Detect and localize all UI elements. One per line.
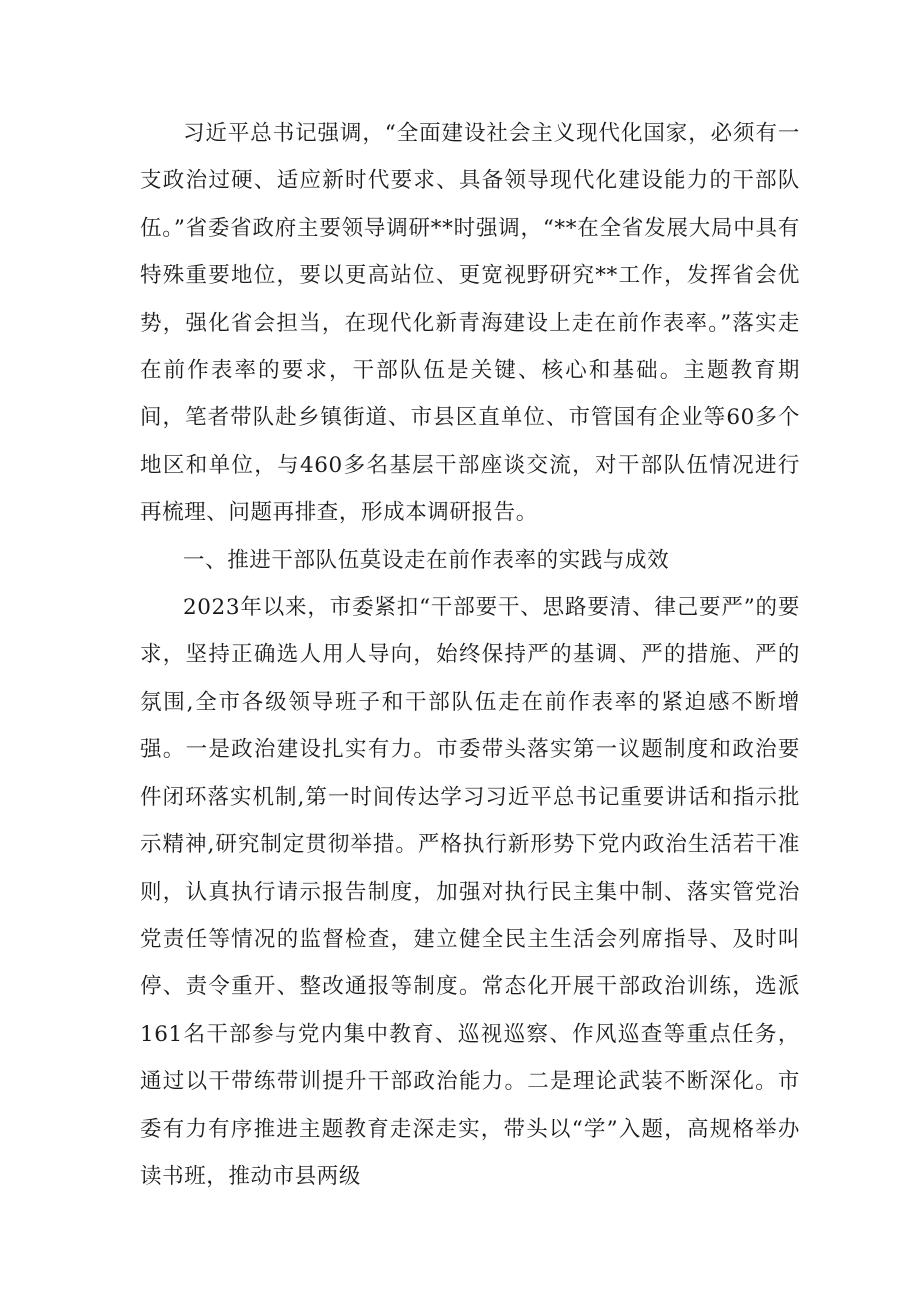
section-heading: 一、推进干部队伍莫设走在前作表率的实践与成效	[183, 547, 670, 573]
section-paragraph: 2023年以来，市委紧扣“干部要干、思路要清、律己要严”的要求，坚持正确选人用人导向，始终保持严的基调、严的措施、严的氛围,全市各级领导班子和干部队伍走在前作表率的紧迫感不断增强。一是政治建设扎实有力。市委带头落实第一议题制度和政治要件闭环落实机制,第一时间传达学习习近平总书记重要讲话和指示批示精神,研究制定贯彻举措。严格执行新形势下党内政治生活若干准则，认真执行请示报告制度，加强对执行民主集中制、落实管党治党责任等情况的监督检查，建立健全民主生活会列席指导、及时叫停、责令重开、整改通报等制度。常态化开展干部政治训练，选派161名干部参与党内集中教育、巡视巡察、作风巡查等重点任务，通过以干带练带训提升干部政治能力。二是理论武装不断深化。市委有力有序推进主题教育走深走实，带头以“学”入题，高规格举办读书班，推动市县两级	[140, 595, 800, 1189]
document-body	[140, 110, 800, 1200]
intro-paragraph: 习近平总书记强调，“全面建设社会主义现代化国家，必须有一支政治过硬、适应新时代要求、具备领导现代化建设能力的干部队伍。”省委省政府主要领导调研**时强调，“**在全省发展大局中具有特殊重要地位，要以更高站位、更宽视野研究**工作，发挥省会优势，强化省会担当，在现代化新青海建设上走在前作表率。”落实走在前作表率的要求，干部队伍是关键、核心和基础。主题教育期间，笔者带队赴乡镇街道、市县区直单位、市管国有企业等60多个地区和单位，与460多名基层干部座谈交流，对干部队伍情况进行再梳理、问题再排查，形成本调研报告。	[140, 121, 800, 526]
